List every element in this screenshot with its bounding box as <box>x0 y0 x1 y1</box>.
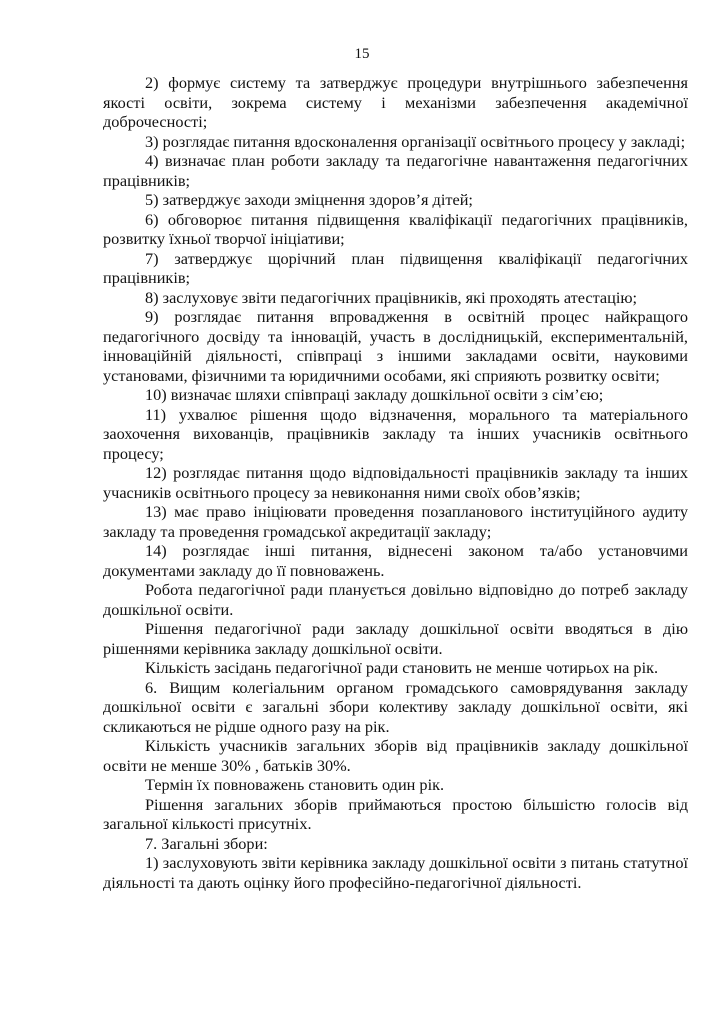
paragraph: 12) розглядає питання щодо відповідальності працівників закладу та інших учасників освітнього процесу за невиконання ними своїх обов’язків; <box>103 463 688 502</box>
paragraph: 10) визначає шляхи співпраці закладу дошкільної освіти з сім’єю; <box>145 385 604 404</box>
paragraph: 1) заслуховують звіти керівника закладу дошкільної освіти з питань статутної діяльності та дають оцінку його професійно-педагогічної діяльності. <box>103 853 688 892</box>
paragraph: 2) формує систему та затверджує процедури внутрішнього забезпечення якості освіти, зокрема систему і механізми забезпечення академічної доброчесності; <box>103 73 688 131</box>
paragraph: Робота педагогічної ради планується довільно відповідно до потреб закладу дошкільної освіти. <box>103 580 688 619</box>
paragraph: Рішення педагогічної ради закладу дошкільної освіти вводяться в дію рішеннями керівника закладу дошкільної освіти. <box>103 619 688 658</box>
paragraph: 11) ухвалює рішення щодо відзначення, морального та матеріального заохочення вихованців, працівників закладу та інших учасників освітнього процесу; <box>103 404 688 463</box>
paragraph: 4) визначає план роботи закладу та педагогічне навантаження педагогічних працівників; <box>103 151 688 190</box>
paragraph: 6. Вищим колегіальним органом громадського самоврядування закладу дошкільної освіти є загальні збори колективу закладу дошкільної освіти, які скликаються не рідше одного разу на рік. <box>103 677 688 736</box>
document-body <box>103 73 688 892</box>
paragraph: Рішення загальних зборів приймаються простою більшістю голосів від загальної кількості присутніх. <box>103 794 688 833</box>
paragraph: 7) затверджує щорічний план підвищення кваліфікації педагогічних працівників; <box>103 248 688 287</box>
paragraph: Термін їх повноважень становить один рік. <box>145 775 445 794</box>
page-number: 15 <box>354 46 370 62</box>
paragraph: 7. Загальні збори: <box>145 833 268 853</box>
paragraph: Кількість учасників загальних зборів від працівників закладу дошкільної освіти не менше 30% , батьків 30%. <box>103 736 688 775</box>
paragraph: 9) розглядає питання впровадження в освітній процес найкращого педагогічного досвіду та інновацій, участь в дослідницькій, експериментальній, інноваційній діяльності, співпраці з іншими закладами освіти, науковими установами, фізичними та юридичними особами, які сприяють розвитку освіти; <box>103 307 688 385</box>
paragraph: Кількість засідань педагогічної ради становить не менше чотирьох на рік. <box>145 658 659 677</box>
paragraph: 6) обговорює питання підвищення кваліфікації педагогічних працівників, розвитку їхньої творчої ініціативи; <box>103 209 688 248</box>
paragraph: 3) розглядає питання вдосконалення організації освітнього процесу у закладі; <box>145 131 686 151</box>
paragraph: 5) затверджує заходи зміцнення здоров’я дітей; <box>145 190 473 209</box>
paragraph: 13) має право ініціювати проведення позапланового інституційного аудиту закладу та проведення громадської акредитації закладу; <box>103 502 688 541</box>
paragraph: 8) заслуховує звіти педагогічних працівників, які проходять атестацію; <box>145 287 638 307</box>
paragraph: 14) розглядає інші питання, віднесені законом та/або установчими документами закладу до її повноважень. <box>103 541 688 580</box>
